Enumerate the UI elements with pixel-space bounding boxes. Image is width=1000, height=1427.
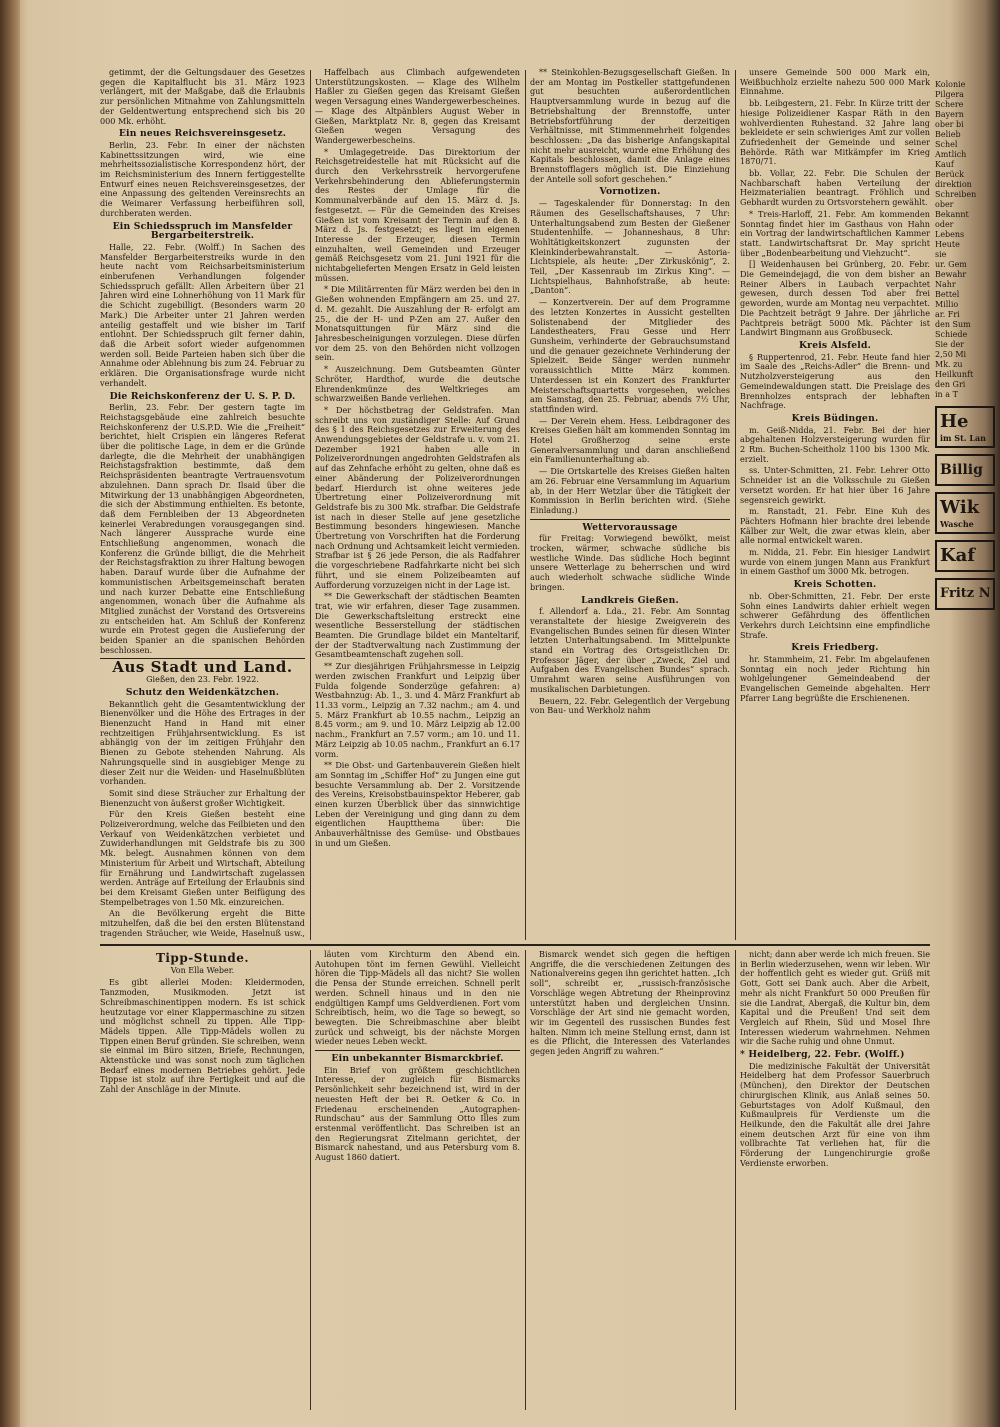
article-heading: Vornotizen.: [599, 186, 661, 198]
article-heading: Schutz den Weidenkätzchen.: [125, 686, 280, 698]
edge-line: Belieb: [935, 130, 961, 139]
edge-line: ar. Fri: [935, 310, 960, 319]
edge-line: ober bi: [935, 120, 964, 129]
paragraph: nb. Ober-Schmitten, 21. Febr. Der erste Sohn eines Landwirts dahier erhielt wegen schwerer Gefährdung des öffentlichen Verkehrs durch Leichtsinn eine empfindliche Strafe.: [740, 590, 930, 640]
paragraph: * Treis-Harloff, 21. Febr. Am kommenden Sonntag findet hier im Gasthaus von Hahn ein Vortrag der landwirtschaftlichen Kammer statt. Landwirtschaftsrat Dr. May spricht über „Bodenbearbeitung und Viehzucht“.: [740, 208, 930, 258]
edge-line: Schreiben: [935, 190, 977, 199]
edge-line: Lebens: [935, 230, 965, 239]
article-heading: Kreis Alsfeld.: [798, 339, 872, 351]
column-separator: [310, 70, 311, 940]
edge-line: den Gri: [935, 380, 966, 389]
paragraph: m. Ranstadt, 21. Febr. Eine Kuh des Pächters Hofmann hier brachte drei lebende Kälber zur Welt, die zwar etwas klein, aber alle normal entwickelt waren.: [740, 506, 930, 546]
article-heading: Die Reichskonferenz der U. S. P. D.: [109, 390, 296, 402]
paragraph: * Die Militärrenten für März werden bei den in Gießen wohnenden Empfängern am 25. und 27. d. M. gezahlt. Die Auszahlung der R- erfolgt am 25., die der H- und P-Zen am 27. Außer den Monatsquittungen für März sind die Jahresbescheinigungen vorzulegen. Diese dürfen vor dem 25. von den Behörden nicht vollzogen sein.: [315, 284, 520, 363]
edge-line: ober: [935, 200, 954, 209]
paragraph: Die medizinische Fakultät der Universität Heidelberg hat dem Professor Sauerbruch (München), den Direktor der Deutschen chirurgischen Klinik, aus Anlaß seines 50. Geburtstages von Adolf Kußmaul, den Kußmaulpreis für Verdienste um die Heilkunde, den die Fakultät alle drei Jahre einem deutschen Arzt für eine von ihm vollbrachte Tat verliehen hat, für die Förderung der Lungenchirurgie große Verdienste erworben.: [740, 1060, 930, 1168]
ad-headline: Wik: [940, 497, 980, 518]
edge-line: Kauf: [935, 160, 954, 169]
paragraph: An die Bevölkerung ergeht die Bitte mitzuhelfen, daß die bei den ersten Blütenstand tragenden Sträucher, wie Weide, Haselnuß usw.,: [100, 908, 305, 938]
paragraph: m. Geiß-Nidda, 21. Febr. Bei der hier abgehaltenen Holzversteigerung wurden für 2 Rm. Buchen-Scheitholz 1100 bis 1300 Mk. erzielt.: [740, 424, 930, 464]
dateline: Gießen, den 23. Febr. 1922.: [146, 675, 259, 685]
advertisement: [935, 540, 995, 572]
author-line: Von Ella Weber.: [170, 965, 235, 975]
book-spine: [0, 0, 20, 1427]
edge-line: Pilgera: [935, 90, 964, 99]
paragraph: nicht; dann aber werde ich mich freuen. Sie in Berlin wiederzusehen, wenn wir leben. Wir der hoffentlich geht es wieder gut. Grüß mit Gott, Gott sei Dank auch. Aber die Arbeit, mehr als nicht Frankfurt 50 000 Preußen für sie die Landrat, Abergaß, die Kultur bin, dem Kapital und die Preußen! Und seit dem Vergleich auf Rhein, Süd und Mosel Ihre Interessen wiederum wahrnehmen. Nehmen wir die Sache ruhig und ohne Unmut.: [740, 950, 930, 1047]
edge-line: Berück: [935, 170, 964, 179]
edge-line: Schere: [935, 100, 964, 109]
ad-text: im St. Lan: [940, 433, 986, 443]
advertisement: [935, 454, 995, 486]
feuilleton-column-1: [100, 950, 305, 1410]
paragraph: Beuern, 22. Febr. Gelegentlich der Vergebung von Bau- und Werkholz nahm: [530, 695, 730, 716]
edge-line: 2,50 Mi: [935, 350, 967, 359]
paragraph: ** Steinkohlen-Bezugsgesellschaft Gießen. In der am Montag im Postkeller stattgefundenen gut besuchten außerordentlichen Hauptversammlung wurde in bezug auf die Betriebshaltung der Brennstoffe, unter Betriebsfortführung der derzeitigen Verhältnisse, mit Stimmenmehrheit folgendes beschlossen: „Da das bisherige Anfangskapital nicht mehr ausreicht, wurde eine Erhöhung des Kapitals beschlossen, damit die Anlage eines Brennstofflagers möglich ist. Die Einziehung der Anteile soll sofort geschehen.“: [530, 68, 730, 184]
article-heading: Ein neues Reichsvereinsgesetz.: [118, 128, 287, 140]
ad-headline: He: [940, 411, 969, 432]
paragraph: m. Nidda, 21. Febr. Ein hiesiger Landwirt wurde von einem jungen Mann aus Frankfurt in einem Gasthof um 3000 Mk. betrogen.: [740, 547, 930, 577]
edge-line: Millio: [935, 300, 959, 309]
edge-line: Kolonie: [935, 80, 966, 89]
column-2: [315, 68, 520, 938]
article-heading: Kreis Schotten.: [793, 579, 877, 591]
paragraph: bb. Leibgestern, 21. Febr. In Kürze tritt der hiesige Polizeidiener Kaspar Räth in den wohlverdienten Ruhestand. 32 Jahre lang bekleidete er sein schwieriges Amt zur vollen Zufriedenheit der Gemeinde und seiner Behörde. Räth war Mitkämpfer im Krieg 1870/71.: [740, 98, 930, 167]
paragraph: Bekanntlich geht die Gesamtentwicklung der Bienenvölker und die Höhe des Ertrages in der Bienenzucht Hand in Hand mit einer rechtzeitigen Frühjahrsentwicklung. Es ist abhängig von der im zeitigen Frühjahr den Bienen zu Gebote stehenden Nahrung. Als Nahrungsquelle sind in ausgiebiger Menge zu dieser Zeit nur die Weiden- und Haselnußblüten vorhanden.: [100, 698, 305, 787]
column-separator: [735, 70, 736, 940]
edge-line: Schiede: [935, 330, 968, 339]
paragraph: für Freitag: Vorwiegend bewölkt, meist trocken, wärmer, schwache südliche bis westliche Winde. Das südliche Hoch beginnt unsere Wetterlage zu beherrschen und wird auch wiederholt schwache südliche Winde bringen.: [530, 533, 730, 592]
edge-line: sie: [935, 250, 947, 259]
paragraph: getimmt, der die Geltungsdauer des Gesetzes gegen die Kapitalflucht bis 31. März 1923 verlängert, mit der Maßgabe, daß die Erlaubnis zur persönlichen Mitnahme von Zahlungsmitteln der Geldentwertung entsprechend sich bis 20 000 Mk. erhöht.: [100, 68, 305, 126]
article-heading: Ein Schiedsspruch im Mansfelder Bergarbeiterstreik.: [112, 220, 293, 242]
feuilleton-column-4: [740, 950, 930, 1410]
paragraph: — Tageskalender für Donnerstag: In den Räumen des Gesellschaftshauses, 7 Uhr: Unterhaltungsabend zum Besten der Gießener Studentenhilfe. — Johanneshaus, 8 Uhr: Wohltätigkeitskonzert zugunsten der Kleinkinderbewahranstalt. — Astoria-Lichtspiele, als heute: „Der Zirkuskönig“, 2. Teil, „Der Kassenraub im Zirkus King“. — Lichtspielhaus, Bahnhofstraße, ab heute: „Danton“.: [530, 198, 730, 296]
paragraph: ** Zur diesjährigen Frühjahrsmesse in Leipzig werden zwischen Frankfurt und Leipzig über Fulda folgende Sonderzüge gefahren: a) Westbahnzug: Ab. 1., 3. und 4. März Frankfurt ab 11.33 vorm., Leipzig an 7.32 nachm.; am 4. und 5. März Frankfurt ab 10.55 nachm., Leipzig an 8.45 vorm.; am 9. und 10. März Leipzig ab 12.00 nachm., Frankfurt an 7.57 vorm.; am 10. und 11. März Leipzig ab 10.05 nachm., Frankfurt an 6.17 vorm.: [315, 661, 520, 759]
paragraph: ** Die Obst- und Gartenbauverein Gießen hielt am Sonntag im „Schiffer Hof“ zu Jungen eine gut besuchte Versammlung ab. Der 2. Vorsitzende des Vereins, Kreisobstbauinspektor Heberer, gab einen kurzen Überblick über das sinnwichtige Leben der Vereinigung und ging dann zu dem eigentlichen Hauptthema über: Die Anbauverhältnisse des Gemüse- und Obstbaues in und um Gießen.: [315, 760, 520, 848]
article-heading: Wettervoraussage: [582, 521, 678, 533]
edge-line: oder: [935, 220, 954, 229]
paragraph: * Umlagegetreide. Das Direktorium der Reichsgetreidestelle hat mit Rücksicht auf die durch den Verkehrsstreik hervorgerufene Verkehrsbehinderung den Ablieferungstermin des Restes der Umlage für die Kommunalverbände auf den 15. März d. Js. festgesetzt. — Für die Gemeinden des Kreises Gießen ist vom Kreisamt der Termin auf den 8. März d. Js. festgesetzt; es liegt im eigenen Interesse der Erzeuger, diesen Termin einzuhalten, weil Gemeinden und Erzeuger gemäß Reichsgesetz vom 21. Juni 1921 für die nichtabgelieferten Mengen Ersatz in Geld leisten müssen.: [315, 146, 520, 283]
paragraph: [] Weidenhausen bei Grünberg, 20. Febr. Die Gemeindejagd, die von dem bisher an Reiner Albers in Laubach verpachtet gewesen, durch dessen Tod aber frei geworden, wurde am Montag neu verpachtet. Die Pachtzeit beträgt 9 Jahre. Der jährliche Pachtpreis beträgt 5000 Mk. Pächter ist Landwirt Bingmann aus Großbuseck.: [740, 259, 930, 338]
edge-line: direktion: [935, 180, 972, 189]
feuilleton-rule: [100, 944, 930, 946]
advertisement: [935, 578, 995, 610]
column-3: [530, 68, 730, 938]
next-page-edge: [935, 80, 995, 1410]
paragraph: läuten vom Kirchturm den Abend ein. Autohupen tönt im fernen Gewühl. Vielleicht hören die Tipp-Mädels all das nicht? Sie wollen die Pensa der Stunde erreichen. Schnell perlt werden. Schnell hinaus und in den nie endgültigen Kampf ums Geldverdienen. Fort vom Schreibtisch, heim, wo die Tage so bewegt, so bewegten. Die Schreibmaschine aber bleibt zurück und schweigt, bis der nächste Morgen wieder neues Leben weckt.: [315, 950, 520, 1047]
divider: [530, 519, 730, 520]
column-separator: [735, 950, 736, 1410]
edge-line: ur. Gem: [935, 260, 967, 269]
edge-line: Bekannt: [935, 210, 969, 219]
edge-line: Amtlich: [935, 150, 967, 159]
edge-line: in a T: [935, 390, 958, 399]
paragraph: Es gibt allerlei Moden: Kleidermoden, Tanzmoden, Musikmoden. Jetzt ist Schreibmaschinentippen modern. Es ist schick heutzutage vor einer Klappermaschine zu sitzen und möglichst schnell zu tippen. Alle Tipp-Mädels tippen. Alle Tipp-Mädels wollen zu Tippen einen Beruf gründen. Sie schreiben, wenn sie einmal im Büro sitzen, Briefe, Rechnungen, Aktenstücke und was sonst noch zum täglichen Bedarf eines modernen Betriebes gehört. Jede Tippse ist stolz auf ihre Fertigkeit und auf die Zahl der Anschläge in der Minute.: [100, 977, 305, 1095]
paragraph: Für den Kreis Gießen besteht eine Polizeiverordnung, welche das Feilbieten und den Verkauf von Weidenkätzchen verbietet und Zuwiderhandlungen mit Geldstrafe bis zu 300 Mk. belegt. Ausnahmen können von dem Ministerium für Arbeit und Wirtschaft, Abteilung für Ernährung und Landwirtschaft zugelassen werden. Anträge auf Erteilung der Erlaubnis sind bei dem Kreisamt Gießen unter Beifügung des Stempelbetrages von 1.50 Mk. einzureichen.: [100, 809, 305, 907]
paragraph: Haffelbach aus Climbach aufgewendeten Unterstützungskosten. — Klage des Wilhelm Haßler zu Gießen gegen das Kreisamt Gießen wegen Versagung eines Wandergewerbescheines. — Klage des Altpänblers August Weber in Gießen, Marktplatz Nr. 8, gegen das Kreisamt Gießen wegen Versagung des Wandergewerbescheins.: [315, 68, 520, 145]
paragraph: — Der Verein ehem. Hess. Leibdragoner des Kreises Gießen hält am kommenden Sonntag im Hotel Großherzog seine erste Generalversammlung und daran anschließend ein Familienunterhaltung ab.: [530, 415, 730, 465]
section-heading: Aus Stadt und Land.: [112, 658, 293, 677]
paragraph: Bismarck wendet sich gegen die heftigen Angriffe, die die verschiedenen Zeitungen des Nationalvereins gegen ihn gerichtet hatten. „Ich soll“, schreibt er, „russisch-französische Vorschläge wegen Abtretung der Rheinprovinz unterstützt haben und dergleichen Unsinn. Vorschläge der Art sind nie gemacht worden, wir im Gegenteil des russischen Bundes fest halten. Nimm ich meine Stellung ernst, dann ist es die Pflicht, die Interessen des Vaterlandes gegen jeden Angriff zu wahren.“: [530, 950, 730, 1057]
paragraph: Halle, 22. Febr. (Wolff.) In Sachen des Mansfelder Bergarbeiterstreiks wurde in den heute nacht vom Reichsarbeitsministerium einberufenen Verhandlungen folgender Schiedsspruch gefällt: Allen Arbeitern über 21 Jahren wird eine Lohnerhöhung von 11 Mark für die Schicht zugebilligt. (Besonders warm 20 Mark.) Die Arbeiter unter 21 Jahren werden anteilig gestaffelt und wie bisher im Tarif entlohnt. Der Schiedsspruch gilt ferner dahin, daß die Arbeit sofort wieder aufgenommen werden soll. Beide Parteien haben sich über die Annahme oder Ablehnung bis zum 24. Februar zu erklären. Die Organisationsfrage wurde nicht verhandelt.: [100, 241, 305, 388]
paragraph: unsere Gemeinde 500 000 Mark ein, Weißbuchholz erzielte nahezu 500 000 Mark Einnahme.: [740, 68, 930, 97]
edge-line: Bayern: [935, 110, 964, 119]
paragraph: § Ruppertenrod, 21. Febr. Heute fand hier im Saale des „Reichs-Adler“ die Brenn- und Nutzholzversteigerung aus den Gemeindewaldungen statt. Die Preislage des Brennholzes entsprach der lebhaften Nachfrage.: [740, 351, 930, 411]
article-heading: Kreis Büdingen.: [791, 412, 879, 424]
edge-line: Sie der: [935, 340, 964, 349]
article-heading: Ein unbekannter Bismarckbrief.: [331, 1053, 504, 1065]
paragraph: * Auszeichnung. Dem Gutsbeamten Günter Schröter, Hardthof, wurde die deutsche Ehrendenkmünze des Weltkrieges am schwarzweißen Bande verliehen.: [315, 364, 520, 404]
paragraph: ** Die Gewerkschaft der städtischen Beamten trat, wie wir erfahren, dieser Tage zusammen. Die Gewerkschaftsleitung erstreckt eine wesentliche Besserstellung der städtischen Beamten. Die Grundlage bildet ein Manteltarif, der der Stadtverwaltung nach Zustimmung der Gesamtbeamtenschaft zugehen soll.: [315, 591, 520, 660]
feuilleton-column-3: [530, 950, 730, 1410]
advertisement: [935, 406, 995, 448]
paragraph: — Konzertverein. Der auf dem Programme des letzten Konzertes in Aussicht gestellten Solistenabend der Mitglieder des Landestheaters, Frau Gesse und Herr Gunsheim, verhinderte der Gebrauchsumstand und die genauer gezeichnete Verhinderung der Spielzeit. Beide Sänger werden nunmehr voraussichtlich Mitte März kommen. Unterdessen ist ein Konzert des Frankfurter Meisterschaftsquartetts vorgesehen, welches am Samstag, den 25. Februar, abends 7½ Uhr, stattfinden wird.: [530, 297, 730, 414]
column-1: [100, 68, 305, 938]
edge-line: Bettel: [935, 290, 960, 299]
ad-headline: Kaf: [940, 545, 976, 566]
paragraph: Berlin, 23. Febr. In einer der nächsten Kabinettssitzungen wird, wie eine mehrheitssozialistische Korrespondenz hört, der im Reichsministerium des Innern fertiggestellte Entwurf eines neuen Reichsvereinsgesetzes, der eine Anpassung des geltenden Vereinsrechts an die Weimarer Verfassung herbeiführen soll, durchberaten werden.: [100, 139, 305, 218]
column-4: [740, 68, 930, 938]
feuilleton-title: Tipp-Stunde.: [155, 951, 250, 965]
edge-line: Bewahr: [935, 270, 967, 279]
advertisement: [935, 492, 995, 534]
article-heading: Landkreis Gießen.: [581, 594, 679, 606]
article-heading: * Heidelberg, 22. Febr. (Wolff.): [740, 1049, 905, 1061]
paragraph: * Der höchstbetrag der Geldstrafen. Man schreibt uns von zuständiger Stelle: Auf Grund des § 1 des Reichsgesetzes zur Erweiterung des Anwendungsgebietes der Geldstrafe u. v. vom 21. Dezember 1921 haben alle in Polizeiverordnungen angedrohten Geldstrafen als auf das Zehnfache erhöht zu gelten, ohne daß es einer Abänderung der Polizeiverordnungen bedarf. Hierdurch ist ohne weiteres jede Übertretung einer Polizeiverordnung mit Geldstrafe bis zu 300 Mk. strafbar. Die Geldstrafe ist nach in dieser Stelle auf jene gesetzliche Bestimmung besonders hingewiesen. Manche Übertretung von Vorschriften hat die Forderung nach Ordnung und Achtsamkeit leicht vermieden. Strafbar ist § 26 jede Person, die als Radfahrer die vorgeschriebene Radfahrkarte nicht bei sich führt, und sie einem Polizeibeamten auf Aufforderung vorzuzeigen nicht in der Lage ist.: [315, 404, 520, 590]
paragraph: hr. Stammheim, 21. Febr. Im abgelaufenen Sonntag ein noch jeder Richtung hin wohlgelungener Gemeindeabend der Evangelischen Gemeinde abgehalten. Herr Pfarrer Lang begrüßte die Erschienenen.: [740, 654, 930, 703]
column-separator: [525, 950, 526, 1410]
paragraph: — Die Ortskartelle des Kreises Gießen halten am 26. Februar eine Versammlung im Aquarium ab, in der Herr Wetzlar über die Tätigkeit der Kommission in Berlin berichten wird. (Siehe Einladung.): [530, 466, 730, 515]
divider: [315, 1050, 520, 1051]
ad-headline: Billig: [940, 462, 983, 478]
edge-line: Schel: [935, 140, 958, 149]
ad-headline: Fritz N: [940, 586, 991, 601]
edge-line: Heute: [935, 240, 960, 249]
article-heading: Kreis Friedberg.: [791, 642, 879, 654]
edge-line: den Sum: [935, 320, 971, 329]
column-separator: [525, 70, 526, 940]
column-separator: [310, 950, 311, 1410]
feuilleton-column-2: [315, 950, 520, 1410]
paragraph: Ein Brief von größtem geschichtlichen Interesse, der zugleich für Bismarcks Persönlichkeit sehr bezeichnend ist, wird in der neuesten Heft der bei R. Oetker & Co. in Friedenau erscheinenden „Autographen-Rundschau“ aus der Sammlung Otto Illes zum erstenmal veröffentlicht. Das Schreiben ist an den Regierungsrat Zitelmann gerichtet, der Bismarck nahestand, und aus Petersburg vom 8. August 1860 datiert.: [315, 1064, 520, 1163]
paragraph: bb. Vollar, 22. Febr. Die Schulen der Nachbarschaft haben Verteilung der Heizmaterialien beantragt. Fröhlich und Gebhardt wurden zu Ortsvorstehern gewählt.: [740, 168, 930, 208]
edge-line: Mk. zu: [935, 360, 963, 369]
edge-line: Nahr: [935, 280, 956, 289]
edge-line: Heilkunft: [935, 370, 974, 379]
paragraph: f. Allendorf a. Lda., 21. Febr. Am Sonntag veranstaltete der hiesige Zweigverein des Evangelischen Bundes seinen für diesen Winter letzten Unterhaltungsabend. Im Mittelpunkte stand ein Vortrag des Ortsgeistlichen Dr. Professor Jäger, der über „Zweck, Ziel und Aufgaben des Evangelischen Bundes“ sprach. Umrahmt waren seine Ausführungen von musikalischen Darbietungen.: [530, 606, 730, 694]
paragraph: Somit sind diese Sträucher zur Erhaltung der Bienenzucht von äußerst großer Wichtigkeit.: [100, 787, 305, 808]
paragraph: ss. Unter-Schmitten, 21. Febr. Lehrer Otto Schneider ist an die Volksschule zu Gießen versetzt worden. Er hat hier über 16 Jahre segensreich gewirkt.: [740, 465, 930, 505]
paragraph: Berlin, 23. Febr. Der gestern tagte im Reichstagsgebäude eine zahlreich besuchte Reichskonferenz der U.S.P.D. Wie die „Freiheit“ berichtet, hielt Crispien ein längeres Referat über die politische Lage, in dem er die Gründe darlegte, die die Mehrheit der unabhängigen Reichstagsfraktion bestimmte, daß dem Reichspräsidenten beantragte Vertrauensvotum abzulehnen. Dann sprach Dr. Ilsaid über die Mitwirkung der 13 unabhängigen Abgeordneten, die sich der Abstimmung enthielten. Es betonte, daß dem Fernbleiben der 13 Abgeordneten keinerlei Verabredungen vorausgegangen sind. Nach längerer Aussprache wurde eine Entschließung angenommen, wonach die Konferenz die Gründe billigt, die die Mehrheit der Reichstagsfraktion zu ihrer Haltung bewogen haben. Darauf wurde über die Aufnahme der kommunistischen Arbeitsgemeinschaft beraten und nach kurzer Debatte eine Entschließung angenommen, wonach über die Aufnahme als Mitglied zunächst der Vorstand des Ortsvereins zu entscheiden hat. Am Schluß der Konferenz wurde ein Protest gegen die Auslieferung der beiden Spanier an die spanischen Behörden beschlossen.: [100, 402, 305, 655]
ad-text: Wasche: [940, 519, 974, 529]
